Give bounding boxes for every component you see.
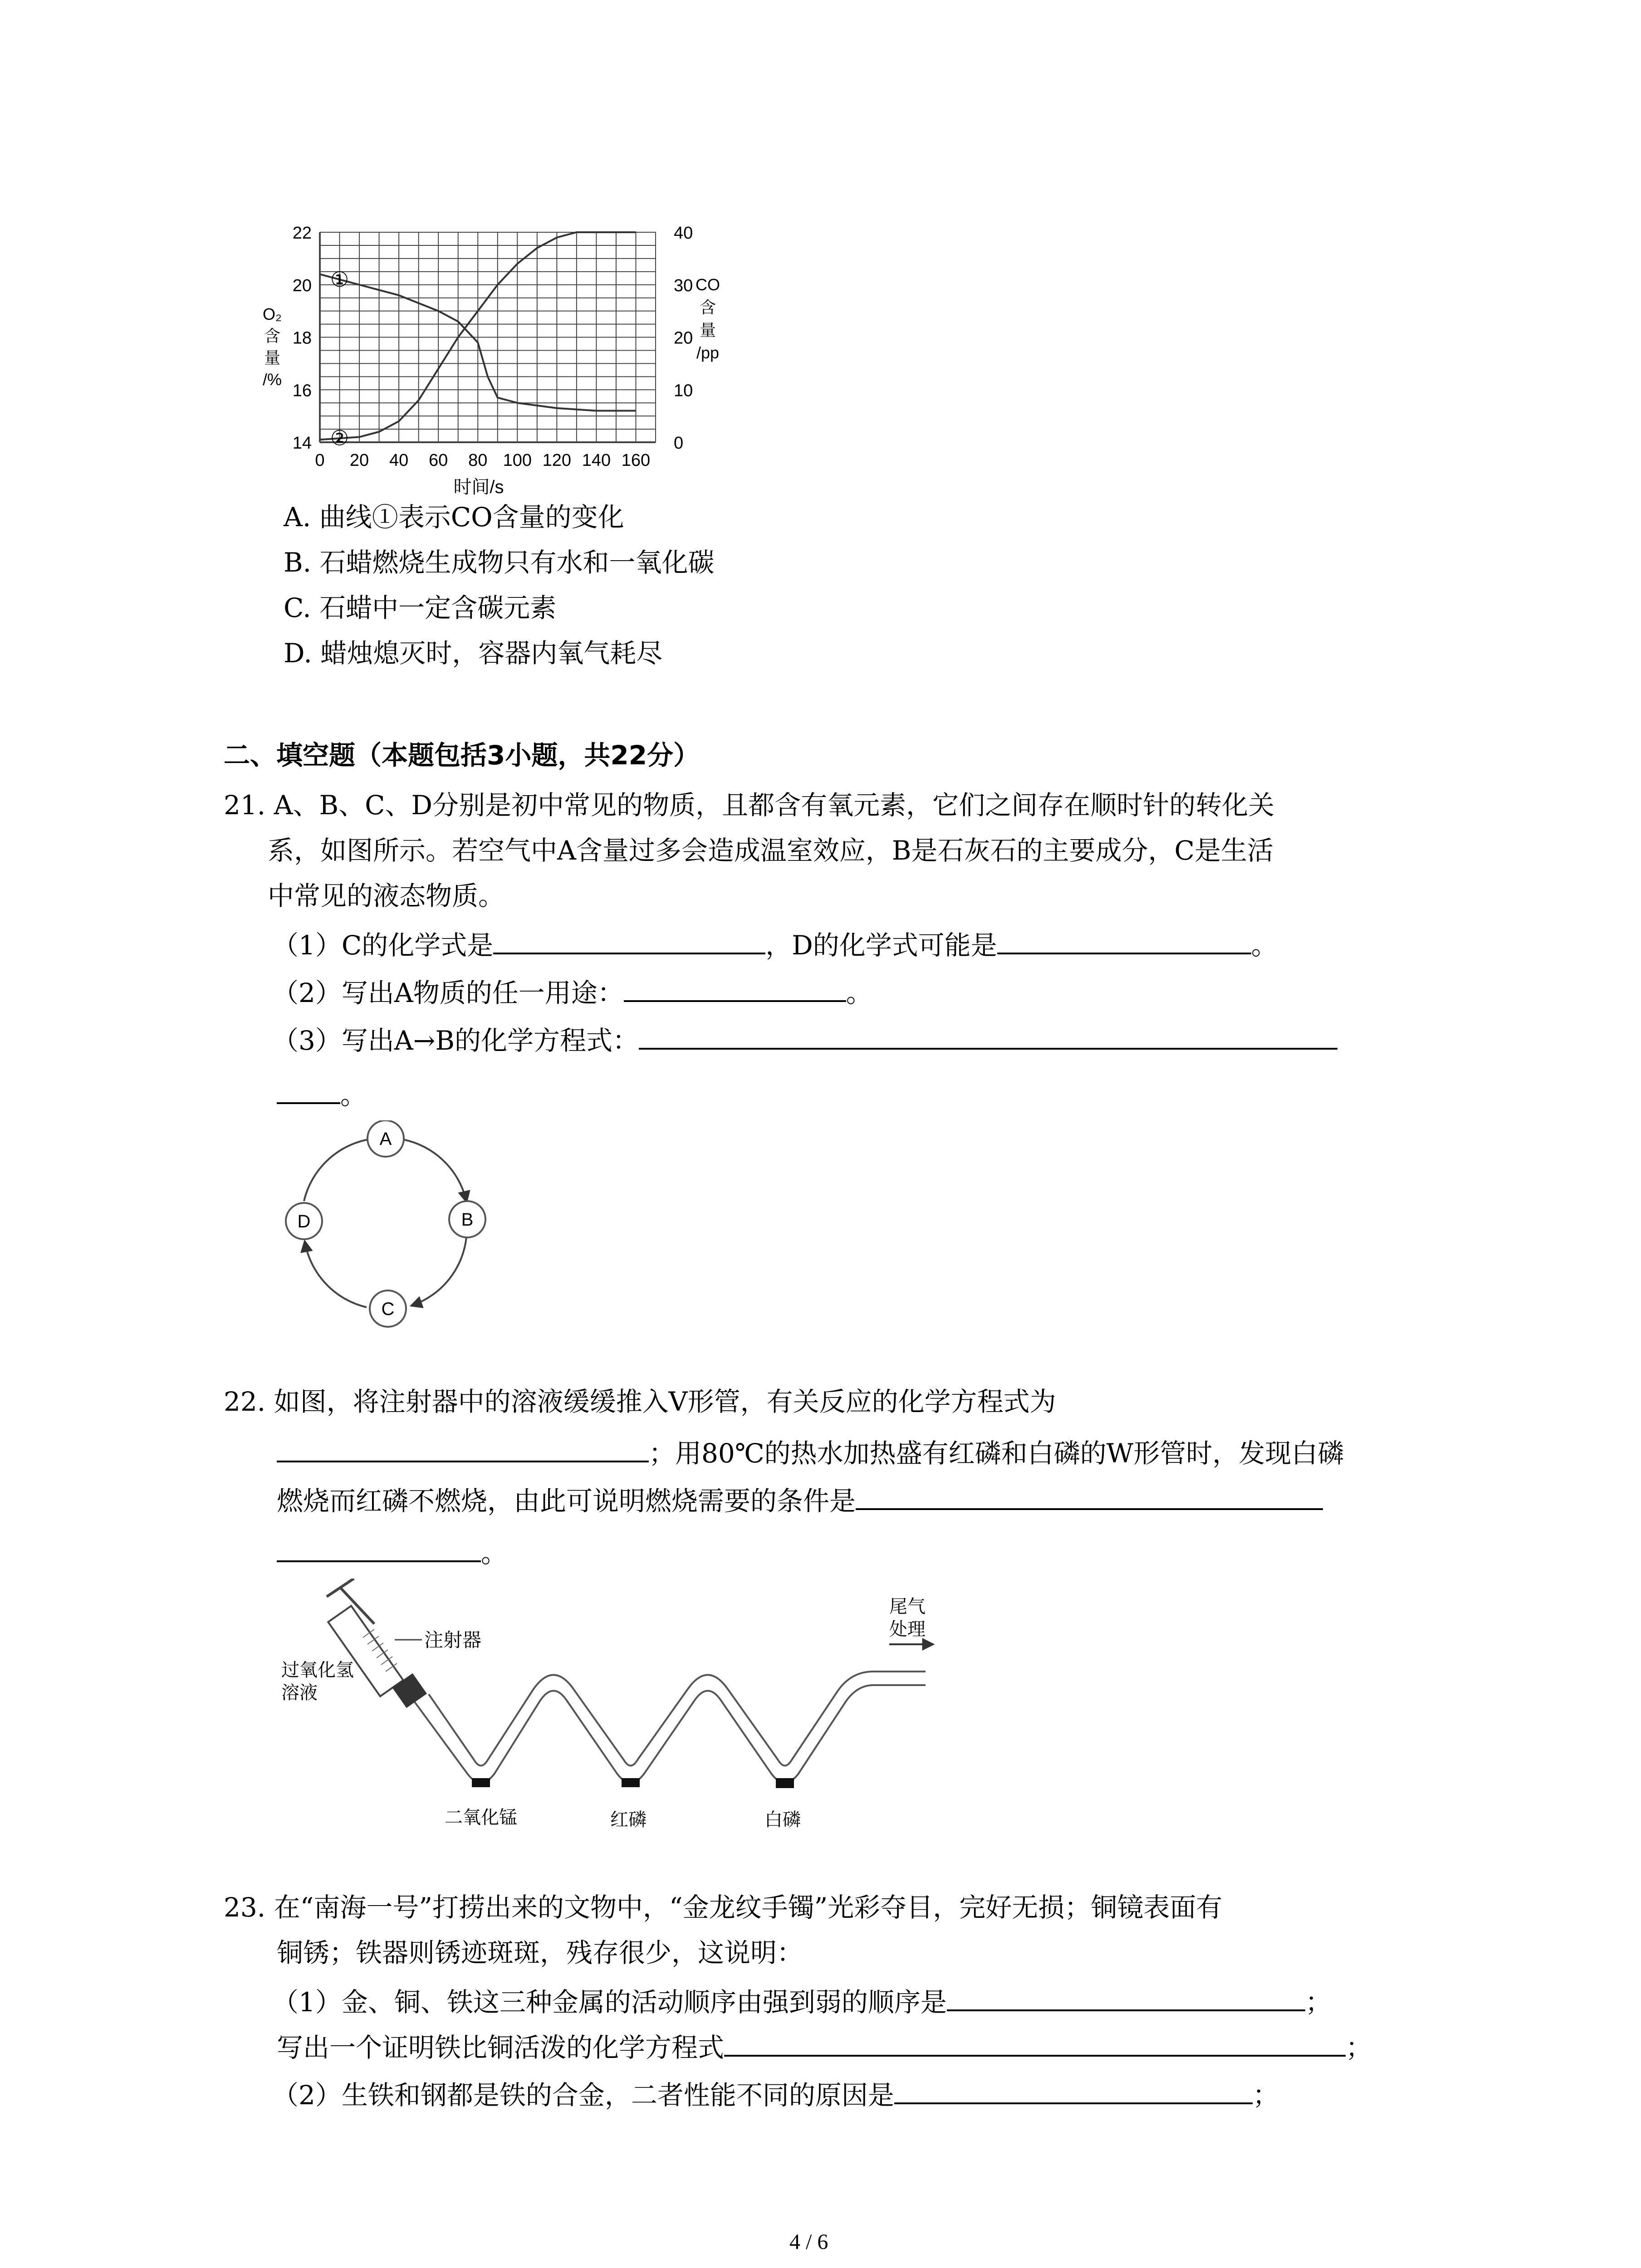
mno2-label: 二氧化锰 (445, 1808, 517, 1828)
y-right-tick-label: 20 (674, 328, 693, 348)
w-tube-apparatus-diagram (272, 1579, 953, 1842)
arrow-b-to-c (412, 1237, 466, 1305)
q21-c-formula-blank[interactable] (493, 925, 765, 954)
o2-co-chart (254, 213, 726, 508)
white-phosphorus (776, 1778, 794, 1788)
node-a-label: A (379, 1129, 392, 1149)
y-right-axis-label: 含 (699, 298, 716, 317)
q21-sub1 (272, 925, 1278, 963)
q22-line-2-text: ；用80℃的热水加热盛有红磷和白磷的W形管时，发现白磷 (649, 1438, 1344, 1469)
arrow-d-to-a (304, 1139, 368, 1201)
syringe-icon (327, 1579, 427, 1708)
q21-d-formula-blank[interactable] (997, 925, 1251, 954)
x-tick-label: 100 (503, 451, 532, 470)
y-left-tick-label: 16 (292, 381, 312, 401)
y-right-tick-label: 40 (674, 224, 693, 243)
y-right-axis-label: 量 (699, 321, 716, 339)
red-phosphorus-label: 红磷 (610, 1810, 647, 1830)
q23-order-blank[interactable] (947, 1982, 1305, 2011)
q22-condition-blank-cont[interactable] (277, 1533, 481, 1562)
node-c-label: C (381, 1299, 395, 1319)
series-label-1: ① (330, 268, 349, 292)
y-left-axis-label: /% (262, 370, 282, 389)
q23-sub2 (272, 2075, 1279, 2113)
q21-sub1-text-b: ，D的化学式可能是 (765, 930, 997, 961)
y-right-tick-label: 30 (674, 276, 693, 295)
q21-sub2 (272, 973, 872, 1011)
abcd-cycle-diagram (272, 1120, 499, 1338)
q21-line-3: 中常见的液态物质。 (268, 880, 505, 911)
q23-reason-blank[interactable] (894, 2075, 1253, 2104)
x-tick-label: 60 (429, 451, 448, 470)
q23-equation-blank[interactable] (724, 2028, 1346, 2057)
syringe-label: 注射器 (424, 1629, 482, 1651)
q21-equation-blank[interactable] (639, 1021, 1337, 1050)
section-title: 二、填空题（本题包括3小题，共22分） (224, 740, 700, 771)
q20-option-a: A. 曲线①表示CO含量的变化 (284, 502, 624, 533)
q20-option-c: C. 石蜡中一定含碳元素 (284, 592, 557, 623)
arrow-c-to-d (305, 1242, 367, 1307)
page-number: 4 / 6 (789, 2230, 828, 2254)
y-right-axis-label: CO (696, 275, 720, 294)
q23-sub2-text: （2）生铁和钢都是铁的合金，二者性能不同的原因是 (272, 2080, 894, 2111)
y-left-tick-label: 22 (292, 224, 312, 243)
x-tick-label: 140 (582, 451, 611, 470)
q21-sub2-text-a: （2）写出A物质的任一用途： (272, 978, 624, 1008)
q23-sub1-end: ； (1305, 1987, 1332, 2018)
x-tick-label: 160 (621, 451, 651, 470)
solution-label-1: 过氧化氢 (281, 1660, 354, 1680)
q21-equation-blank-cont[interactable] (277, 1075, 340, 1104)
q21-sub1-text-c: 。 (1251, 930, 1278, 961)
x-tick-label: 40 (389, 451, 409, 470)
y-left-tick-label: 14 (292, 434, 312, 453)
node-d-label: D (297, 1212, 311, 1232)
x-tick-label: 120 (542, 451, 572, 470)
y-left-axis-label: O₂ (263, 305, 282, 323)
q22-line-2 (277, 1433, 1344, 1471)
q22-line-1: 22. 如图，将注射器中的溶液缓缓推入V形管，有关反应的化学方程式为 (224, 1386, 1056, 1417)
solution-label-2: 溶液 (281, 1683, 318, 1703)
red-phosphorus (622, 1778, 640, 1787)
x-axis-label: 时间/s (453, 477, 504, 497)
q21-sub3-text-a: （3）写出A→B的化学方程式： (272, 1025, 639, 1056)
x-tick-label: 80 (468, 451, 488, 470)
y-left-tick-label: 18 (292, 328, 312, 348)
y-left-axis-label: 含 (264, 327, 281, 345)
q23-sub1-text: （1）金、铜、铁这三种金属的活动顺序由强到弱的顺序是 (272, 1987, 947, 2018)
q21-sub1-text-a: （1）C的化学式是 (272, 930, 494, 961)
q22-line-3 (277, 1481, 1323, 1519)
q22-condition-blank[interactable] (856, 1481, 1323, 1510)
q22-line-4-end: 。 (481, 1538, 508, 1569)
q23-line-1: 23. 在“南海一号”打捞出来的文物中，“金龙纹手镯”光彩夺目，完好无损；铜镜表面有 (224, 1892, 1223, 1923)
x-tick-label: 0 (315, 451, 325, 470)
white-phosphorus-label: 白磷 (764, 1810, 801, 1830)
q21-use-blank[interactable] (624, 973, 846, 1002)
q22-equation-blank[interactable] (277, 1433, 649, 1462)
q21-sub3-end: 。 (340, 1080, 367, 1110)
chart-text (263, 224, 720, 497)
node-a (367, 1120, 404, 1157)
q21-line-2: 系，如图所示。若空气中A含量过多会造成温室效应，B是石灰石的主要成分，C是生活 (268, 835, 1274, 866)
w-tube (411, 1672, 926, 1783)
y-left-axis-label: 量 (264, 348, 281, 367)
y-right-axis-label: /pp (696, 343, 720, 362)
q23-sub1 (272, 1982, 1332, 2020)
node-c (370, 1290, 406, 1327)
node-b-label: B (461, 1210, 474, 1230)
node-b (449, 1201, 485, 1237)
q21-sub2-text-b: 。 (846, 978, 872, 1008)
q22-line-3-text: 燃烧而红磷不燃烧，由此可说明燃烧需要的条件是 (277, 1486, 856, 1516)
q21-line-1: 21. A、B、C、D分别是初中常见的物质，且都含有氧元素，它们之间存在顺时针的转化关 (224, 790, 1275, 821)
tail-gas-label-2: 处理 (889, 1619, 926, 1639)
y-left-tick-label: 20 (292, 276, 312, 295)
q20-option-d: D. 蜡烛熄灭时，容器内氧气耗尽 (284, 638, 663, 669)
q23-sub1b (277, 2028, 1372, 2066)
q23-sub2-end: ； (1252, 2080, 1279, 2111)
y-right-tick-label: 10 (674, 381, 693, 401)
q23-sub1b-end: ； (1346, 2032, 1372, 2063)
q21-sub3 (272, 1021, 1337, 1059)
node-d (286, 1203, 322, 1239)
q23-line-2: 铜锈；铁器则锈迹斑斑，残存很少，这说明： (277, 1937, 803, 1968)
q21-sub3-cont (277, 1075, 367, 1113)
mno2-deposit (472, 1778, 490, 1787)
arrow-a-to-b (403, 1139, 466, 1201)
tail-gas-label-1: 尾气 (889, 1597, 926, 1617)
x-tick-label: 20 (349, 451, 369, 470)
y-right-tick-label: 0 (674, 434, 684, 453)
q20-option-b: B. 石蜡燃烧生成物只有水和一氧化碳 (284, 547, 715, 578)
q23-sub1b-text: 写出一个证明铁比铜活泼的化学方程式 (277, 2032, 725, 2063)
q22-line-4 (277, 1533, 507, 1571)
series-label-2: ② (330, 426, 349, 450)
